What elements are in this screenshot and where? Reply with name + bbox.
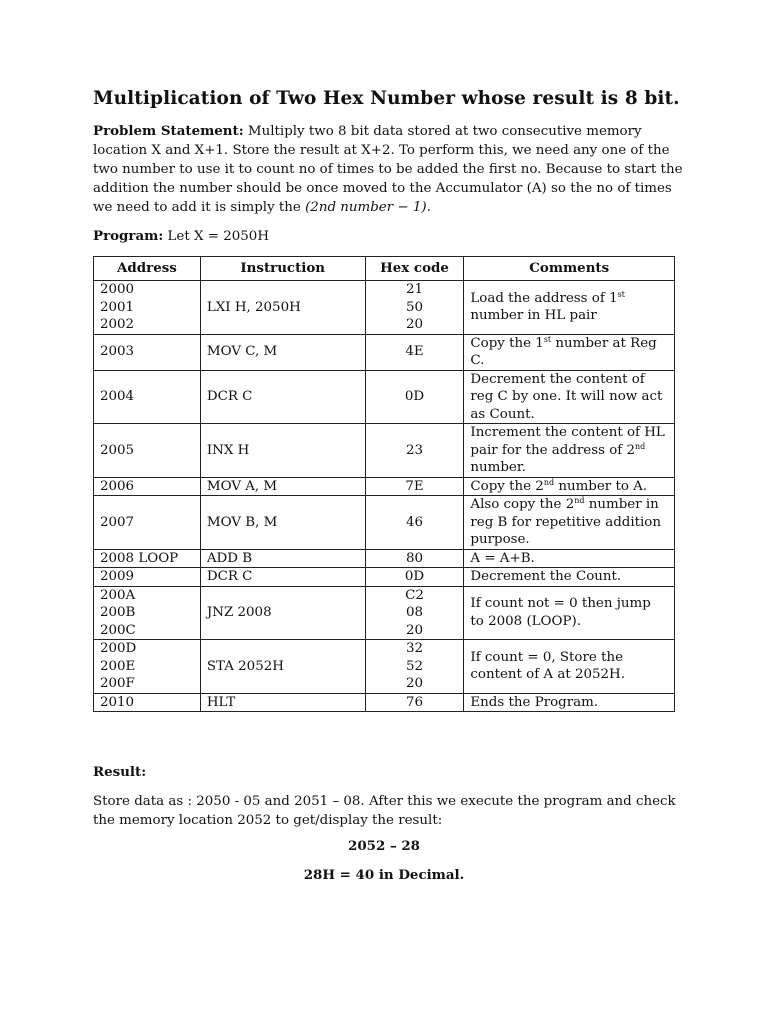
comment-cell <box>464 477 675 496</box>
instruction-cell: MOV B, M <box>200 496 365 550</box>
address-cell-line: 2010 <box>100 694 135 710</box>
hex-code-cell <box>365 549 464 568</box>
address-cell-line: 2001 <box>100 299 135 315</box>
problem-statement <box>93 122 683 217</box>
comment-text: number. <box>470 460 527 475</box>
address-cell-line: 2000 <box>100 282 135 297</box>
result-text: Store data as : 2050 - 05 and 2051 – 08. After this we execute the program and check the memory location 2052 to get/display the result: <box>93 794 676 828</box>
comment-text: Ends the Program. <box>470 694 599 710</box>
table-header-row <box>94 257 675 281</box>
instruction-cell: HLT <box>200 693 365 712</box>
problem-text: Multiply two 8 bit data stored at two consecutive memory location X and X+1. Store the result at X+2. To perform this, we need any one of the two number to use it to count no of times to be added the first no. Because to start the addition the number should be once moved to the Accumulator (A) so the no of times we need to add it is simply the <box>93 124 683 215</box>
address-cell <box>94 424 201 478</box>
table-row <box>94 568 675 587</box>
address-cell-line: 2006 <box>100 478 135 494</box>
instruction-cell: JNZ 2008 <box>200 586 365 640</box>
address-cell <box>94 586 201 640</box>
problem-math: (2nd number − 1) <box>305 200 427 215</box>
result-heading: Result: <box>93 764 147 780</box>
comment-cell <box>464 586 675 640</box>
comment-text: Copy the 1 <box>470 335 544 351</box>
instruction-cell: LXI H, 2050H <box>200 281 365 335</box>
instruction-cell: DCR C <box>200 370 365 424</box>
ordinal-suffix: nd <box>635 441 646 451</box>
program-table <box>93 256 675 712</box>
header-comments: Comments <box>464 257 675 281</box>
table-row <box>94 640 675 694</box>
hex-code-cell-line: 80 <box>405 550 424 566</box>
hex-code-cell <box>365 568 464 587</box>
problem-label: Problem Statement: <box>93 123 244 139</box>
comment-cell <box>464 281 675 335</box>
ordinal-suffix: nd <box>543 477 555 487</box>
program-label: Program: <box>93 228 164 244</box>
address-cell-line: 2009 <box>100 569 135 584</box>
comment-text: Decrement the content of reg C by one. It will now act as Count. <box>470 371 663 422</box>
table-row <box>94 586 675 640</box>
hex-code-cell-line: 0D <box>404 389 425 404</box>
hex-code-cell-line: 52 <box>405 658 424 674</box>
table-row <box>94 424 675 478</box>
instruction-cell: DCR C <box>200 568 365 587</box>
program-line <box>93 227 683 246</box>
comment-text: Decrement the Count. <box>470 569 622 584</box>
table-row <box>94 281 675 335</box>
hex-code-cell <box>365 334 464 370</box>
address-cell <box>94 549 201 568</box>
result-line-memory: 2052 – 28 <box>348 838 420 854</box>
address-cell <box>94 370 201 424</box>
comment-text: number in reg B for repetitive addition purpose. <box>470 497 661 547</box>
comment-cell <box>464 693 675 712</box>
address-cell-line: 2004 <box>100 389 135 404</box>
address-cell-line: 200F <box>100 676 135 691</box>
hex-code-cell <box>365 496 464 550</box>
hex-code-cell-line: 21 <box>405 282 424 297</box>
comment-text: number at Reg C. <box>470 335 657 368</box>
address-cell-line: 200B <box>100 605 136 620</box>
header-address: Address <box>94 257 201 281</box>
comment-cell <box>464 568 675 587</box>
address-cell <box>94 334 201 370</box>
comment-text: If count not = 0 then jump to 2008 (LOOP). <box>470 596 651 629</box>
hex-code-cell-line: 7E <box>405 478 424 494</box>
address-cell-line: 200A <box>100 587 136 603</box>
header-instruction: Instruction <box>200 257 365 281</box>
header-hex-code: Hex code <box>365 257 464 281</box>
address-cell <box>94 568 201 587</box>
comment-cell <box>464 370 675 424</box>
comment-text: If count = 0, Store the content of A at 2052H. <box>470 649 625 683</box>
comment-cell <box>464 549 675 568</box>
comment-text: number in HL pair <box>470 308 597 324</box>
hex-code-cell <box>365 281 464 335</box>
hex-code-cell-line: 50 <box>405 299 424 315</box>
problem-end: . <box>426 200 431 215</box>
result-line-decimal: 28H = 40 in Decimal. <box>303 867 465 883</box>
comment-text: Also copy the 2 <box>470 497 575 512</box>
address-cell <box>94 693 201 712</box>
hex-code-cell-line: 08 <box>405 605 424 620</box>
instruction-cell: STA 2052H <box>200 640 365 694</box>
address-cell <box>94 281 201 335</box>
hex-code-cell-line: 46 <box>405 514 424 530</box>
address-cell-line: 2003 <box>100 344 135 360</box>
address-cell-line: 200E <box>100 658 136 674</box>
comment-text: A = A+B. <box>470 550 535 566</box>
comment-text: Increment the content of HL pair for the address of 2 <box>470 425 665 458</box>
instruction-cell: MOV A, M <box>200 477 365 496</box>
comment-text: Copy the 2 <box>470 478 544 494</box>
comment-cell <box>464 334 675 370</box>
hex-code-cell <box>365 477 464 496</box>
hex-code-cell <box>365 586 464 640</box>
hex-code-cell-line: 32 <box>405 641 424 656</box>
comment-cell <box>464 496 675 550</box>
address-cell-line: 2007 <box>100 514 135 530</box>
address-cell-line: 2005 <box>100 442 135 458</box>
address-cell <box>94 496 201 550</box>
hex-code-cell <box>365 640 464 694</box>
address-cell-line: 2008 LOOP <box>100 550 179 566</box>
instruction-cell: ADD B <box>200 549 365 568</box>
table-body <box>94 281 675 712</box>
instruction-cell: MOV C, M <box>200 334 365 370</box>
table-row <box>94 549 675 568</box>
hex-code-cell <box>365 370 464 424</box>
instruction-cell: INX H <box>200 424 365 478</box>
hex-code-cell-line: 20 <box>405 622 424 638</box>
address-cell-line: 2002 <box>100 317 135 332</box>
ordinal-suffix: st <box>543 334 552 344</box>
hex-code-cell-line: 20 <box>405 317 424 332</box>
comment-text: number to A. <box>554 478 648 494</box>
address-cell <box>94 477 201 496</box>
page-title: Multiplication of Two Hex Number whose result is 8 bit. <box>93 88 680 109</box>
ordinal-suffix: st <box>617 289 625 299</box>
comment-cell <box>464 640 675 694</box>
address-cell-line: 200D <box>100 641 137 656</box>
table-row <box>94 477 675 496</box>
hex-code-cell <box>365 693 464 712</box>
hex-code-cell-line: 76 <box>405 694 424 710</box>
table-row <box>94 693 675 712</box>
hex-code-cell-line: 23 <box>405 442 424 458</box>
table-row <box>94 496 675 550</box>
hex-code-cell-line: 0D <box>404 569 425 584</box>
hex-code-cell-line: 4E <box>405 344 424 360</box>
hex-code-cell-line: 20 <box>405 676 424 691</box>
table-row <box>94 334 675 370</box>
program-text: Let X = 2050H <box>163 229 269 244</box>
comment-text: Load the address of 1 <box>470 290 618 306</box>
table-row <box>94 370 675 424</box>
hex-code-cell-line: C2 <box>405 587 424 603</box>
ordinal-suffix: nd <box>574 496 585 505</box>
hex-code-cell <box>365 424 464 478</box>
address-cell-line: 200C <box>100 622 136 638</box>
address-cell <box>94 640 201 694</box>
comment-cell <box>464 424 675 478</box>
